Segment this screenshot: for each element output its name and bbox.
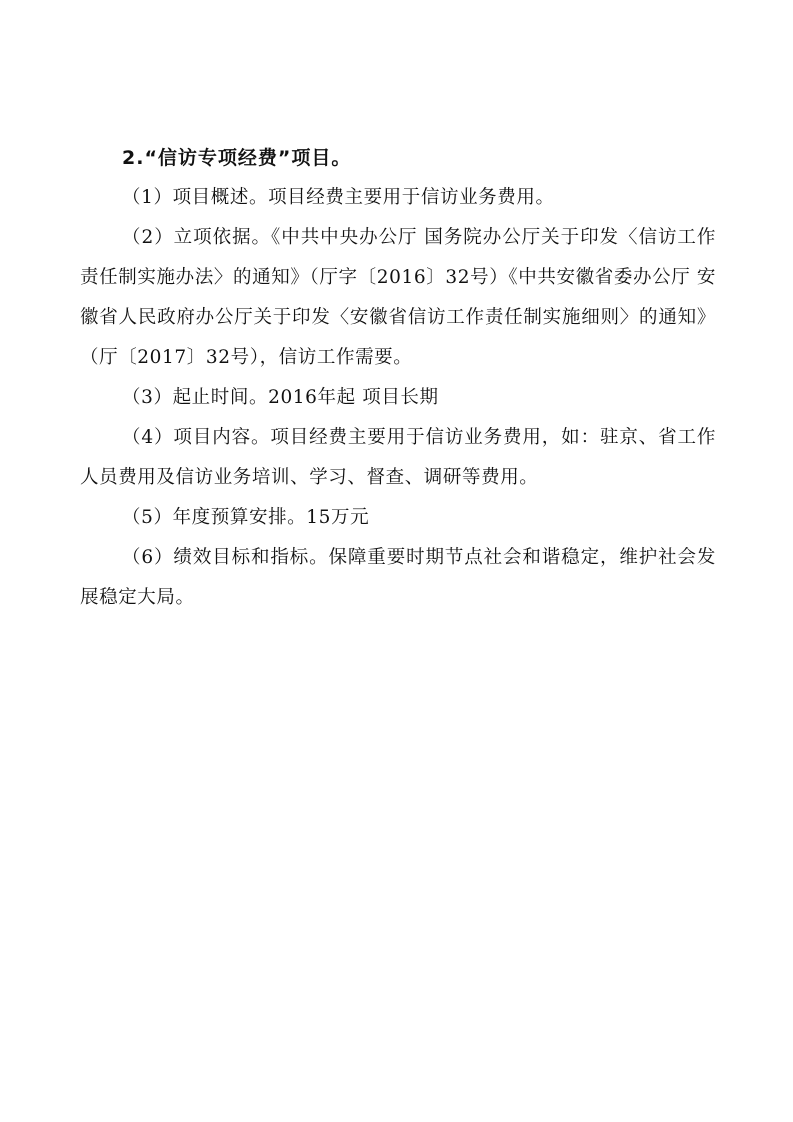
paragraph-content: （4）项目内容。项目经费主要用于信访业务费用，如：驻京、省工作人员费用及信访业务培训、学习、督查、调研等费用。 [80,427,716,488]
paragraph-goals: （6）绩效目标和指标。保障重要时期节点社会和谐稳定，维护社会发展稳定大局。 [80,547,716,608]
paragraph-overview: （1）项目概述。项目经费主要用于信访业务费用。 [122,187,555,208]
paragraph-period: （3）起止时间。2016年起 项目长期 [122,387,439,408]
section-heading: 2.“信访专项经费”项目。 [122,147,352,169]
paragraph-basis: （2）立项依据。《中共中央办公厅 国务院办公厅关于印发〈信访工作责任制实施办法〉的通知》（厅字〔2016〕32号）《中共安徽省委办公厅 安徽省人民政府办公厅关于印发〈安徽省信访工作责任制实施细则〉的通知》（厅〔2017〕32号），信访工作需要。 [80,227,716,368]
document-page [80,138,716,618]
paragraph-budget: （5）年度预算安排。15万元 [122,507,370,528]
